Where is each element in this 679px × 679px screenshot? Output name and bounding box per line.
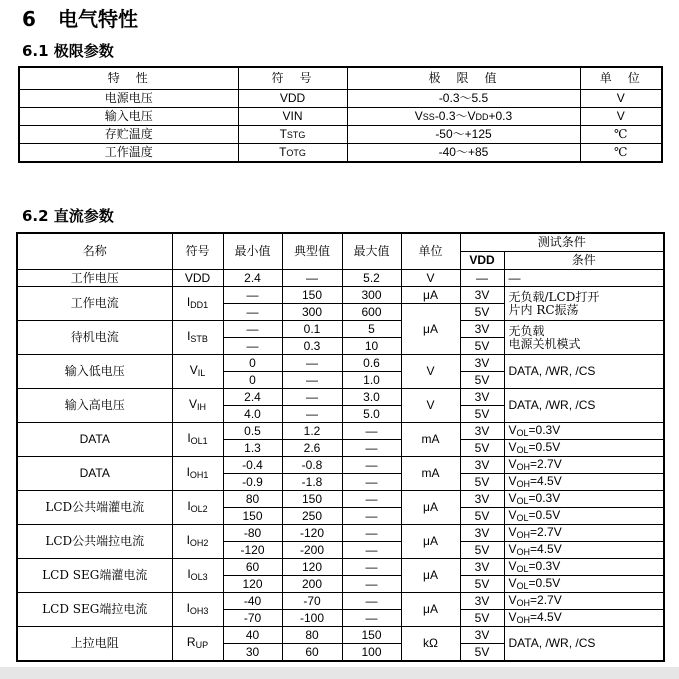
cond-subscript: OL	[516, 427, 529, 438]
min-value: -120	[223, 542, 282, 559]
cond-part: =4.5V	[530, 541, 562, 556]
min-value: -0.9	[223, 474, 282, 491]
condition	[504, 525, 664, 542]
min-value: 0	[223, 355, 282, 372]
condition: DATA, /WR, /CS	[504, 627, 664, 662]
condition	[504, 474, 664, 491]
param-name: LCD公共端拉电流	[17, 525, 172, 559]
typ-value: -200	[282, 542, 342, 559]
table-row	[17, 321, 664, 338]
unit: μA	[401, 559, 460, 593]
min-value: 2.4	[223, 270, 282, 287]
param-name: 输入高电压	[17, 389, 172, 423]
typ-value: -120	[282, 525, 342, 542]
max-value: 5.2	[342, 270, 401, 287]
table-row	[19, 90, 662, 108]
condition	[504, 440, 664, 457]
table-row	[17, 389, 664, 406]
vdd-value: 3V	[460, 627, 504, 644]
typ-value: 1.2	[282, 423, 342, 440]
param-name: 输入电压	[19, 108, 238, 126]
max-value: 0.6	[342, 355, 401, 372]
param-unit: ℃	[580, 144, 662, 163]
param-unit: V	[580, 90, 662, 108]
header-cell: 测试条件	[460, 233, 664, 252]
min-value: —	[223, 321, 282, 338]
condition	[504, 576, 664, 593]
table-row	[19, 108, 662, 126]
symbol-subscript: OH2	[189, 538, 209, 549]
param-value: -50～+125	[347, 126, 580, 144]
param-name: 工作电流	[17, 287, 172, 321]
section-heading	[22, 3, 138, 32]
symbol-subscript: OL1	[190, 436, 208, 447]
header-cell: 典型值	[282, 233, 342, 270]
param-symbol	[238, 144, 347, 163]
param-symbol	[172, 321, 223, 355]
cond-subscript: OH	[516, 546, 531, 557]
min-value: 1.3	[223, 440, 282, 457]
vdd-value: 5V	[460, 576, 504, 593]
header-cell: 名称	[17, 233, 172, 270]
param-value: -40～+85	[347, 144, 580, 163]
vdd-value: 3V	[460, 593, 504, 610]
table-row	[17, 525, 664, 542]
param-name: LCD SEG端拉电流	[17, 593, 172, 627]
min-value: 40	[223, 627, 282, 644]
param-symbol: VDD	[172, 270, 223, 287]
symbol-subscript: UP	[195, 640, 209, 651]
vdd-value: 5V	[460, 372, 504, 389]
symbol-part: R	[186, 635, 196, 650]
condition	[504, 457, 664, 474]
min-value: 2.4	[223, 389, 282, 406]
max-value: 3.0	[342, 389, 401, 406]
min-value: —	[223, 304, 282, 321]
vdd-value: 3V	[460, 423, 504, 440]
min-value: 120	[223, 576, 282, 593]
section-title: 电气特性	[58, 7, 138, 31]
min-value: -70	[223, 610, 282, 627]
symbol-part: I	[186, 295, 191, 310]
symbol-part: I	[186, 465, 190, 480]
min-value: —	[223, 287, 282, 304]
unit: mA	[401, 457, 460, 491]
header-cell: 最大值	[342, 233, 401, 270]
cond-part: =0.3V	[528, 558, 561, 573]
symbol-subscript: OH1	[189, 470, 209, 481]
value-subscript: DD	[475, 112, 489, 123]
value-part: V	[414, 109, 423, 124]
param-name: 存贮温度	[19, 126, 238, 144]
condition	[504, 321, 664, 355]
unit: μA	[401, 491, 460, 525]
unit: V	[401, 389, 460, 423]
typ-value: -100	[282, 610, 342, 627]
max-value: —	[342, 593, 401, 610]
table-row	[19, 126, 662, 144]
max-value: 10	[342, 338, 401, 355]
vdd-value: 5V	[460, 440, 504, 457]
header-cell: VDD	[460, 252, 504, 270]
cond-part: V	[508, 456, 517, 471]
max-value: —	[342, 457, 401, 474]
max-value: —	[342, 423, 401, 440]
typ-value: —	[282, 270, 342, 287]
typ-value: 150	[282, 491, 342, 508]
vdd-value: 3V	[460, 389, 504, 406]
vdd-value: 3V	[460, 355, 504, 372]
header-cell: 最小值	[223, 233, 282, 270]
min-value: 150	[223, 508, 282, 525]
cond-subscript: OL	[516, 495, 529, 506]
vdd-value: 3V	[460, 491, 504, 508]
param-name: LCD公共端灌电流	[17, 491, 172, 525]
vdd-value: 5V	[460, 508, 504, 525]
limits-table	[18, 66, 663, 163]
min-value: -80	[223, 525, 282, 542]
table-header-row	[19, 67, 662, 90]
vdd-value: 5V	[460, 610, 504, 627]
param-symbol	[172, 287, 223, 321]
param-symbol: VDD	[238, 90, 347, 108]
max-value: 600	[342, 304, 401, 321]
unit: μA	[401, 287, 460, 304]
unit: kΩ	[401, 627, 460, 662]
symbol-part: T	[279, 127, 287, 142]
cond-part: V	[508, 422, 517, 437]
cond-part: =0.3V	[528, 490, 561, 505]
table-row	[17, 627, 664, 644]
unit: V	[401, 355, 460, 389]
section-number: 6	[22, 7, 36, 31]
symbol-part: I	[186, 601, 190, 616]
min-value: 4.0	[223, 406, 282, 423]
max-value: 300	[342, 287, 401, 304]
param-name: 待机电流	[17, 321, 172, 355]
value-part: +0.3	[488, 109, 513, 124]
condition-line: 片内 RC振荡	[508, 302, 579, 317]
header-cell: 单位	[401, 233, 460, 270]
param-symbol	[172, 457, 223, 491]
cond-part: =2.7V	[530, 456, 562, 471]
table-header-row	[17, 233, 664, 252]
typ-value: —	[282, 355, 342, 372]
min-value: -40	[223, 593, 282, 610]
value-subscript: SS	[422, 112, 435, 123]
unit: μA	[401, 525, 460, 559]
subsection-title-limits: 6.1 极限参数	[22, 42, 114, 60]
typ-value: —	[282, 406, 342, 423]
cond-subscript: OH	[516, 478, 531, 489]
table-row	[17, 491, 664, 508]
max-value: —	[342, 559, 401, 576]
max-value: —	[342, 525, 401, 542]
typ-value: 150	[282, 287, 342, 304]
min-value: -0.4	[223, 457, 282, 474]
param-symbol	[238, 126, 347, 144]
condition	[504, 610, 664, 627]
condition-line: 电源关机模式	[508, 336, 581, 351]
min-value: —	[223, 338, 282, 355]
min-value: 0	[223, 372, 282, 389]
param-name: 电源电压	[19, 90, 238, 108]
table-row	[17, 287, 664, 304]
max-value: —	[342, 491, 401, 508]
cond-part: V	[508, 558, 517, 573]
header-cell: 符号	[172, 233, 223, 270]
symbol-subscript: OL3	[190, 572, 208, 583]
table-row	[17, 457, 664, 474]
cond-part: =0.5V	[528, 439, 561, 454]
typ-value: 0.3	[282, 338, 342, 355]
typ-value: 200	[282, 576, 342, 593]
vdd-value: 5V	[460, 338, 504, 355]
table-row	[17, 593, 664, 610]
condition	[504, 491, 664, 508]
cond-part: =4.5V	[530, 473, 562, 488]
vdd-value: —	[460, 270, 504, 287]
max-value: 1.0	[342, 372, 401, 389]
cond-part: V	[508, 490, 517, 505]
cond-subscript: OH	[516, 597, 531, 608]
param-value: -0.3～5.5	[347, 90, 580, 108]
min-value: 0.5	[223, 423, 282, 440]
vdd-value: 5V	[460, 542, 504, 559]
param-symbol	[172, 525, 223, 559]
cond-part: V	[508, 541, 517, 556]
typ-value: 2.6	[282, 440, 342, 457]
max-value: 5.0	[342, 406, 401, 423]
condition-line: 无负载	[508, 323, 545, 338]
cond-part: =0.3V	[528, 422, 561, 437]
symbol-part: I	[187, 499, 191, 514]
symbol-subscript: STB	[190, 334, 208, 345]
header-cell: 条件	[504, 252, 664, 270]
min-value: 30	[223, 644, 282, 662]
symbol-part: I	[187, 329, 191, 344]
vdd-value: 3V	[460, 287, 504, 304]
typ-value: -1.8	[282, 474, 342, 491]
cond-subscript: OL	[516, 563, 529, 574]
condition: —	[504, 270, 664, 287]
unit: μA	[401, 593, 460, 627]
cond-subscript: OL	[516, 444, 529, 455]
header-cell: 极 限 值	[347, 67, 580, 90]
vdd-value: 5V	[460, 474, 504, 491]
cond-subscript: OH	[516, 461, 531, 472]
header-cell: 符 号	[238, 67, 347, 90]
symbol-part: I	[186, 533, 190, 548]
param-symbol	[172, 423, 223, 457]
cond-part: V	[508, 609, 517, 624]
symbol-part: V	[188, 397, 197, 412]
symbol-subscript: IH	[197, 402, 206, 413]
symbol-subscript: IL	[197, 368, 206, 379]
condition-line: 无负载/LCD打开	[508, 289, 600, 304]
table-row	[17, 559, 664, 576]
max-value: 100	[342, 644, 401, 662]
cond-part: =2.7V	[530, 592, 562, 607]
max-value: —	[342, 610, 401, 627]
param-name: LCD SEG端灌电流	[17, 559, 172, 593]
param-symbol	[172, 355, 223, 389]
max-value: —	[342, 508, 401, 525]
symbol-subscript: STG	[286, 130, 306, 141]
param-name: DATA	[17, 457, 172, 491]
table-row	[19, 144, 662, 163]
typ-value: 250	[282, 508, 342, 525]
typ-value: 60	[282, 644, 342, 662]
vdd-value: 5V	[460, 304, 504, 321]
cond-subscript: OH	[516, 529, 531, 540]
symbol-subscript: OH3	[189, 606, 209, 617]
dc-parameters-table	[16, 232, 665, 662]
cond-part: =0.5V	[528, 575, 561, 590]
cond-part: V	[508, 507, 517, 522]
typ-value: 0.1	[282, 321, 342, 338]
max-value: —	[342, 440, 401, 457]
param-symbol	[172, 593, 223, 627]
condition	[504, 508, 664, 525]
header-cell: 特 性	[19, 67, 238, 90]
typ-value: —	[282, 372, 342, 389]
max-value: —	[342, 542, 401, 559]
cond-part: =4.5V	[530, 609, 562, 624]
param-symbol	[172, 389, 223, 423]
param-name: 输入低电压	[17, 355, 172, 389]
param-symbol	[172, 491, 223, 525]
condition	[504, 423, 664, 440]
param-symbol: VIN	[238, 108, 347, 126]
symbol-subscript: OL2	[190, 504, 208, 515]
typ-value: —	[282, 389, 342, 406]
symbol-part: I	[187, 431, 191, 446]
vdd-value: 3V	[460, 559, 504, 576]
cond-subscript: OL	[516, 580, 529, 591]
cond-part: V	[508, 592, 517, 607]
subsection-title-dc: 6.2 直流参数	[22, 207, 114, 225]
table-row	[17, 355, 664, 372]
page-bottom-bar	[0, 667, 679, 679]
max-value: 5	[342, 321, 401, 338]
cond-part: =0.5V	[528, 507, 561, 522]
value-part: -0.3～V	[434, 109, 476, 124]
param-name: 工作温度	[19, 144, 238, 163]
typ-value: -70	[282, 593, 342, 610]
condition: DATA, /WR, /CS	[504, 389, 664, 423]
cond-part: =2.7V	[530, 524, 562, 539]
unit: μA	[401, 304, 460, 355]
vdd-value: 5V	[460, 406, 504, 423]
condition	[504, 542, 664, 559]
condition	[504, 559, 664, 576]
vdd-value: 3V	[460, 525, 504, 542]
unit: mA	[401, 423, 460, 457]
vdd-value: 3V	[460, 457, 504, 474]
cond-part: V	[508, 439, 517, 454]
param-name: DATA	[17, 423, 172, 457]
typ-value: -0.8	[282, 457, 342, 474]
cond-part: V	[508, 473, 517, 488]
condition: DATA, /WR, /CS	[504, 355, 664, 389]
symbol-part: V	[189, 363, 198, 378]
typ-value: 300	[282, 304, 342, 321]
cond-subscript: OH	[516, 614, 531, 625]
cond-subscript: OL	[516, 512, 529, 523]
param-unit: V	[580, 108, 662, 126]
symbol-part: I	[187, 567, 191, 582]
symbol-part: T	[279, 145, 287, 160]
typ-value: 80	[282, 627, 342, 644]
condition	[504, 593, 664, 610]
min-value: 60	[223, 559, 282, 576]
param-name: 上拉电阻	[17, 627, 172, 662]
cond-part: V	[508, 575, 517, 590]
symbol-subscript: DD1	[190, 300, 209, 311]
param-symbol	[172, 627, 223, 662]
max-value: —	[342, 576, 401, 593]
condition	[504, 287, 664, 321]
table-row	[17, 270, 664, 287]
max-value: 150	[342, 627, 401, 644]
table-row	[17, 423, 664, 440]
cond-part: V	[508, 524, 517, 539]
min-value: 80	[223, 491, 282, 508]
max-value: —	[342, 474, 401, 491]
param-unit: ℃	[580, 126, 662, 144]
param-value	[347, 108, 580, 126]
symbol-subscript: OTG	[286, 148, 306, 159]
typ-value: 120	[282, 559, 342, 576]
param-symbol	[172, 559, 223, 593]
param-name: 工作电压	[17, 270, 172, 287]
header-cell: 单 位	[580, 67, 662, 90]
vdd-value: 5V	[460, 644, 504, 662]
vdd-value: 3V	[460, 321, 504, 338]
unit: V	[401, 270, 460, 287]
